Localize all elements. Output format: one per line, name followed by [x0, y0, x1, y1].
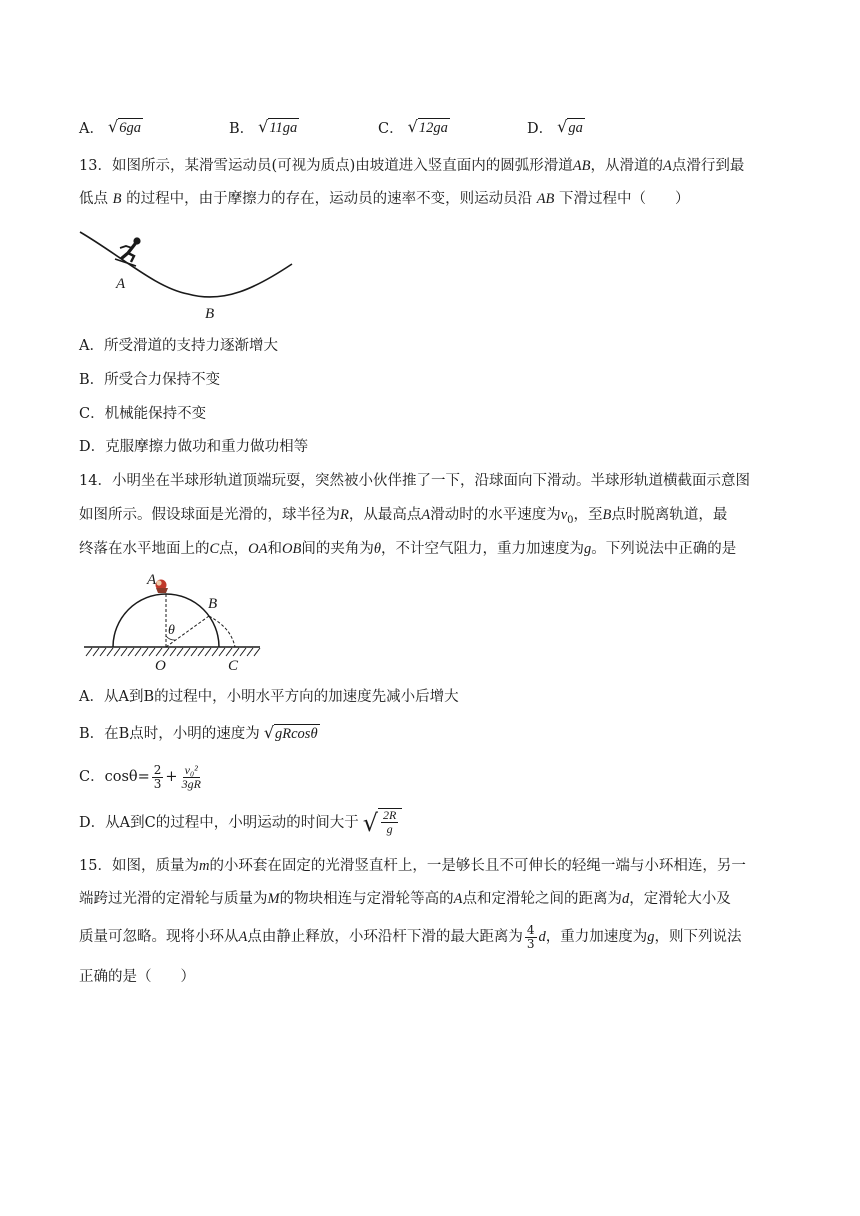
q14-option-c — [79, 760, 205, 794]
denominator: 3 — [526, 936, 535, 951]
denominator: 3gR — [181, 776, 201, 791]
q12-option-d — [527, 117, 585, 138]
radicand: 6ga — [119, 120, 141, 136]
sqrt-expression: √ 12ga — [407, 117, 448, 136]
text: D．从A到C的过程中，小明运动的时间大于 — [79, 815, 359, 831]
q15-stem-line2 — [79, 889, 731, 909]
q14-stem-line1: 14．小明坐在半球形轨道顶端玩耍，突然被小伙伴推了一下，沿球面向下滑动。半球形轨道横截面示意图 — [79, 473, 750, 489]
text: ，则下列说法 — [654, 929, 742, 945]
text: 下滑过程中（ ） — [559, 191, 690, 207]
text: 13．如图所示，某滑雪运动员(可视为质点)由坡道进入竖直面内的圆弧形滑道 — [79, 158, 573, 174]
var-d: d — [621, 891, 630, 907]
fraction — [381, 809, 398, 836]
plus-sign: + — [165, 769, 178, 785]
var-ab: AB — [572, 158, 591, 174]
var-c: C — [209, 541, 220, 557]
var-b: B — [112, 191, 122, 207]
radicand: ga — [568, 120, 583, 136]
ground-hatching — [86, 648, 260, 656]
q12-options — [79, 117, 779, 141]
var-ab: AB — [536, 191, 555, 207]
q13-option-a: A．所受滑道的支持力逐渐增大 — [79, 338, 278, 354]
text: 和 — [267, 541, 283, 557]
var-a: A — [453, 891, 463, 907]
text: 点时脱离轨道，最 — [611, 507, 728, 523]
q13-ski-figure — [76, 226, 301, 322]
q13-option-c: C．机械能保持不变 — [79, 406, 207, 422]
sqrt-expression: √ 6ga — [107, 117, 141, 136]
ski-track-arc — [80, 232, 292, 297]
numerator: 4 — [526, 922, 535, 937]
fraction — [525, 924, 537, 951]
var-v: v — [560, 507, 568, 523]
q14-option-a: A．从A到B的过程中，小明水平方向的加速度先减小后增大 — [79, 689, 459, 705]
q14-option-d — [79, 805, 402, 841]
skier-icon — [115, 237, 141, 266]
denominator: 3 — [153, 776, 162, 791]
text: 端跨过光滑的定滑轮与质量为 — [79, 891, 268, 907]
denominator: g — [386, 822, 393, 836]
text: ，从最高点 — [348, 507, 422, 523]
text: 点由静止释放，小环沿杆下滑的最大距离为 — [247, 929, 523, 945]
label-c: C — [228, 658, 239, 674]
var-d: d — [538, 929, 546, 945]
q13-option-d: D．克服摩擦力做功和重力做功相等 — [79, 439, 309, 455]
var-g: g — [647, 929, 655, 945]
text: B．在B点时，小明的速度为 — [79, 726, 260, 742]
fraction — [152, 764, 164, 791]
q15-stem-line4: 正确的是（ ） — [79, 969, 195, 985]
sqrt-expression: √ 11ga — [258, 117, 298, 136]
text: C．cosθ= — [79, 769, 150, 785]
text: 的过程中，由于摩擦力的存在，运动员的速率不变，则运动员沿 — [126, 191, 533, 207]
radicand: 11ga — [269, 120, 298, 136]
option-label: D． — [527, 121, 554, 137]
text: 点滑行到最 — [671, 158, 745, 174]
text: ，重力加速度为 — [545, 929, 648, 945]
person-icon — [156, 580, 169, 594]
numerator: 2R — [383, 808, 397, 822]
text: ，从滑道的 — [590, 158, 663, 174]
var-a: A — [421, 507, 431, 523]
text: ，不计空气阻力，重力加速度为 — [380, 541, 584, 557]
text: 质量可忽略。现将小环从 — [79, 929, 239, 945]
q13-stem-line2 — [79, 189, 690, 209]
q15-stem-line1 — [79, 856, 746, 876]
radicand: gRcosθ — [275, 726, 318, 742]
q12-option-c — [378, 117, 450, 138]
text: 滑动时的水平速度为 — [430, 507, 561, 523]
label-theta: θ — [168, 623, 175, 638]
text: 。下列说法中正确的是 — [591, 541, 737, 557]
var-oa: OA — [248, 541, 268, 557]
numerator: 2 — [153, 762, 162, 777]
var-r: R — [340, 507, 349, 523]
sqrt-expression: √ ga — [557, 117, 583, 136]
q12-option-a — [79, 117, 143, 138]
q12-option-b — [229, 117, 299, 138]
var-m-upper: M — [267, 891, 280, 907]
label-b: B — [208, 596, 218, 612]
text: 点， — [219, 541, 249, 557]
text: 如图所示。假设球面是光滑的，球半径为 — [79, 507, 340, 523]
text: 间的夹角为 — [301, 541, 374, 557]
var-a: A — [238, 929, 248, 945]
var-m: m — [198, 858, 210, 874]
q13-option-b: B．所受合力保持不变 — [79, 372, 221, 388]
q14-stem-line3 — [79, 539, 736, 559]
option-label: A． — [79, 121, 104, 137]
text: 15．如图，质量为 — [79, 858, 199, 874]
text: ，至 — [573, 507, 603, 523]
q13-stem-line1 — [79, 156, 744, 176]
q15-stem-line3 — [79, 919, 742, 955]
label-b: B — [205, 306, 215, 322]
q14-hemisphere-figure — [80, 570, 265, 675]
numerator: v₀² — [184, 762, 198, 777]
text: 低点 — [79, 191, 108, 207]
fraction — [180, 764, 203, 791]
text: 的物块相连与定滑轮等高的 — [279, 891, 454, 907]
sqrt-expression: √ gRcosθ — [263, 723, 318, 742]
text: 终落在水平地面上的 — [79, 541, 210, 557]
var-a: A — [662, 158, 672, 174]
option-label: B． — [229, 121, 255, 137]
var-theta: θ — [373, 541, 381, 557]
q14-option-b — [79, 724, 320, 744]
q14-stem-line2 — [79, 505, 727, 531]
text: 的小环套在固定的光滑竖直杆上，一是够长且不可伸长的轻绳一端与小环相连，另一 — [209, 858, 746, 874]
label-o: O — [155, 658, 166, 674]
subscript: 0 — [567, 514, 574, 526]
radicand: 12ga — [418, 120, 448, 136]
text: 点和定滑轮之间的距离为 — [462, 891, 622, 907]
var-b: B — [602, 507, 612, 523]
option-label: C． — [378, 121, 404, 137]
var-g: g — [583, 541, 592, 557]
text: ，定滑轮大小及 — [629, 891, 731, 907]
label-a: A — [147, 572, 157, 588]
var-ob: OB — [282, 541, 302, 557]
sqrt-expression: √ $\frac{2R}{g}$ — [363, 808, 403, 838]
label-a: A — [116, 276, 126, 292]
